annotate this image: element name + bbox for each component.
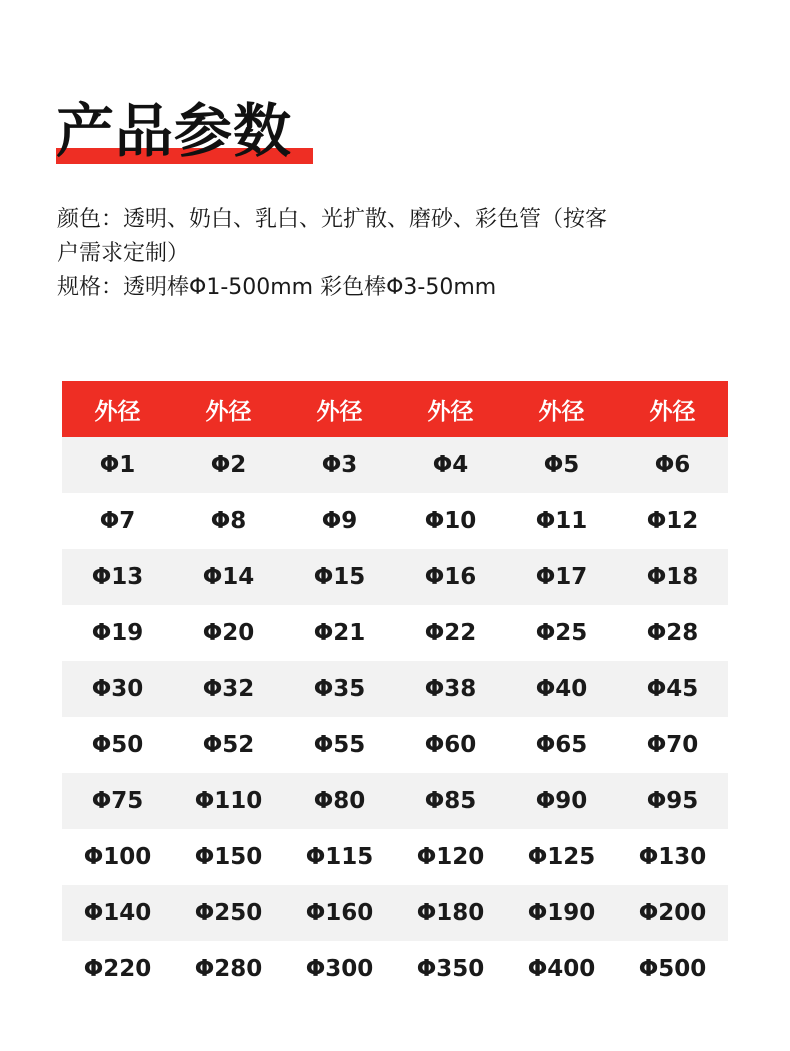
table-header-cell: 外径 xyxy=(649,398,696,425)
table-row xyxy=(62,605,728,661)
table-cell: Φ70 xyxy=(646,732,699,758)
table-cell: Φ55 xyxy=(313,732,366,758)
table-header-cell: 外径 xyxy=(427,398,474,425)
table-cell: Φ8 xyxy=(210,508,247,534)
table-cell: Φ5 xyxy=(543,452,580,478)
color-description-line-1: 颜色：透明、奶白、乳白、光扩散、磨砂、彩色管（按客 xyxy=(57,207,608,232)
table-row xyxy=(62,493,728,549)
table-cell: Φ28 xyxy=(646,620,699,646)
table-cell: Φ22 xyxy=(424,620,477,646)
table-cell: Φ115 xyxy=(305,844,374,870)
product-description xyxy=(57,203,697,305)
table-cell: Φ25 xyxy=(535,620,588,646)
table-cell: Φ130 xyxy=(638,844,707,870)
table-cell: Φ1 xyxy=(99,452,136,478)
table-cell: Φ160 xyxy=(305,900,374,926)
table-cell: Φ500 xyxy=(638,956,707,982)
table-cell: Φ125 xyxy=(527,844,596,870)
table-cell: Φ13 xyxy=(91,564,144,590)
table-cell: Φ120 xyxy=(416,844,485,870)
table-cell: Φ18 xyxy=(646,564,699,590)
table-header-cell: 外径 xyxy=(205,398,252,425)
table-header-cell: 外径 xyxy=(94,398,141,425)
table-cell: Φ100 xyxy=(83,844,152,870)
table-cell: Φ180 xyxy=(416,900,485,926)
table-cell: Φ65 xyxy=(535,732,588,758)
table-cell: Φ50 xyxy=(91,732,144,758)
table-cell: Φ350 xyxy=(416,956,485,982)
table-row xyxy=(62,829,728,885)
table-cell: Φ15 xyxy=(313,564,366,590)
table-cell: Φ7 xyxy=(99,508,136,534)
table-cell: Φ150 xyxy=(194,844,263,870)
table-cell: Φ2 xyxy=(210,452,247,478)
table-cell: Φ250 xyxy=(194,900,263,926)
table-row xyxy=(62,717,728,773)
table-cell: Φ80 xyxy=(313,788,366,814)
table-cell: Φ95 xyxy=(646,788,699,814)
table-cell: Φ10 xyxy=(424,508,477,534)
table-cell: Φ12 xyxy=(646,508,699,534)
page-title: 产品参数 xyxy=(56,97,293,165)
diameter-spec-table xyxy=(62,381,728,997)
table-cell: Φ280 xyxy=(194,956,263,982)
table-cell: Φ9 xyxy=(321,508,358,534)
table-cell: Φ19 xyxy=(91,620,144,646)
table-row xyxy=(62,437,728,493)
spec-description-line: 规格：透明棒Φ1-500mm 彩色棒Φ3-50mm xyxy=(57,275,497,300)
table-cell: Φ220 xyxy=(83,956,152,982)
table-cell: Φ21 xyxy=(313,620,366,646)
color-description-line-2: 户需求定制） xyxy=(57,241,190,266)
table-cell: Φ300 xyxy=(305,956,374,982)
table-cell: Φ3 xyxy=(321,452,358,478)
table-header-cell: 外径 xyxy=(316,398,363,425)
table-row xyxy=(62,773,728,829)
table-cell: Φ200 xyxy=(638,900,707,926)
table-cell: Φ75 xyxy=(91,788,144,814)
table-cell: Φ30 xyxy=(91,676,144,702)
table-row xyxy=(62,941,728,997)
table-cell: Φ110 xyxy=(194,788,263,814)
table-cell: Φ140 xyxy=(83,900,152,926)
table-header-row xyxy=(62,381,728,437)
table-cell: Φ20 xyxy=(202,620,255,646)
table-cell: Φ190 xyxy=(527,900,596,926)
title-block xyxy=(56,96,318,170)
table-cell: Φ52 xyxy=(202,732,255,758)
table-cell: Φ32 xyxy=(202,676,255,702)
table-cell: Φ45 xyxy=(646,676,699,702)
table-cell: Φ17 xyxy=(535,564,588,590)
table-cell: Φ90 xyxy=(535,788,588,814)
table-cell: Φ16 xyxy=(424,564,477,590)
table-cell: Φ6 xyxy=(654,452,691,478)
table-cell: Φ11 xyxy=(535,508,588,534)
table-row xyxy=(62,661,728,717)
table-cell: Φ38 xyxy=(424,676,477,702)
table-header-cell: 外径 xyxy=(538,398,585,425)
table-cell: Φ4 xyxy=(432,452,469,478)
table-cell: Φ85 xyxy=(424,788,477,814)
table-cell: Φ35 xyxy=(313,676,366,702)
table-cell: Φ400 xyxy=(527,956,596,982)
table-row xyxy=(62,549,728,605)
table-cell: Φ40 xyxy=(535,676,588,702)
table-row xyxy=(62,885,728,941)
table-cell: Φ60 xyxy=(424,732,477,758)
table-cell: Φ14 xyxy=(202,564,255,590)
